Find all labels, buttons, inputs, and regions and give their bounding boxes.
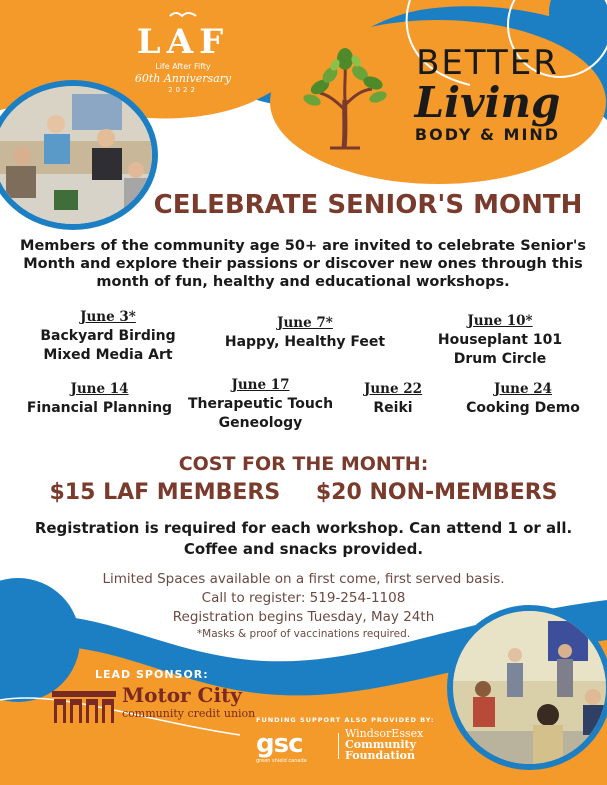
masks-note: *Masks & proof of vaccinations required. (196, 628, 411, 640)
laf-logo-mark: LAF (136, 22, 230, 62)
better-living-logo (395, 45, 580, 145)
workshop-title: Backyard Birding (40, 328, 176, 344)
workshop-date: June 3* (80, 309, 136, 325)
better-living-line2: Living (414, 78, 561, 127)
workshop-june-3 (28, 308, 188, 365)
workshop-date: June 22 (363, 381, 423, 397)
workshop-june-24 (458, 380, 588, 418)
workshop-date: June 24 (493, 381, 553, 397)
funding-support-label: FUNDING SUPPORT ALSO PROVIDED BY: (256, 716, 435, 724)
intro-paragraph: Members of the community age 50+ are invited to celebrate Senior's Month and explore their passions or discover new ones through this month of fun, healthy and educational workshops. (20, 238, 586, 290)
registration-notice (10, 518, 597, 560)
gsc-subtitle: green shield canada (256, 758, 307, 764)
snacks-line: Coffee and snacks provided. (183, 540, 424, 558)
motor-city-logo (52, 683, 256, 727)
sponsor-subtitle: community credit union (122, 707, 256, 720)
laf-logo-year: 2022 (168, 86, 198, 94)
workshop-date: June 7* (277, 315, 333, 331)
limited-spaces-line: Limited Spaces available on a first come, first served basis. (102, 571, 505, 587)
credit-union-building-icon (52, 685, 116, 725)
phone-line: Call to register: 519-254-1108 (201, 590, 406, 606)
workshop-title: Reiki (373, 400, 413, 416)
lead-sponsor-label: LEAD SPONSOR: (95, 668, 209, 681)
workshop-date: June 17 (231, 377, 290, 393)
workshop-title: Drum Circle (453, 351, 547, 367)
workshop-date: June 10* (467, 313, 533, 329)
workshop-june-22 (358, 380, 428, 418)
wef-line: Community (345, 738, 417, 751)
sponsor-name: Motor City (122, 683, 242, 707)
registration-date-line: Registration begins Tuesday, May 24th (172, 609, 435, 625)
workshop-june-14 (22, 380, 177, 418)
better-living-line3: BODY & MIND (414, 125, 561, 144)
wef-line: WindsorEssex (345, 727, 424, 740)
gsc-mark: gsc (256, 729, 303, 759)
logo-divider (338, 733, 339, 759)
page-title: CELEBRATE SENIOR'S MONTH (153, 190, 583, 220)
workshop-title: Happy, Healthy Feet (224, 334, 386, 350)
workshop-title: Cooking Demo (466, 400, 580, 416)
workshop-june-7 (215, 314, 395, 352)
bird-icon (168, 8, 198, 22)
workshop-title: Therapeutic Touch (188, 396, 334, 412)
workshop-title: Financial Planning (26, 400, 173, 416)
gsc-logo (256, 730, 307, 765)
non-member-price: $20 NON-MEMBERS (315, 480, 558, 505)
workshop-june-17 (188, 376, 333, 433)
wef-line: Foundation (345, 749, 415, 762)
workshop-date: June 14 (70, 381, 129, 397)
workshop-title: Houseplant 101 (437, 332, 563, 348)
laf-logo (128, 8, 238, 108)
cost-prices (0, 478, 607, 508)
tree-icon (300, 45, 390, 150)
laf-logo-subtitle: Life After Fifty (155, 62, 211, 71)
workshop-title: Geneology (218, 415, 303, 431)
cost-heading: COST FOR THE MONTH: (178, 453, 429, 475)
workshop-june-10 (425, 312, 575, 369)
workshop-title: Mixed Media Art (43, 347, 173, 363)
better-living-line1: BETTER (416, 43, 559, 83)
registration-line: Registration is required for each workshop. Can attend 1 or all. (34, 519, 573, 537)
windsor-essex-foundation-logo (345, 728, 423, 761)
group-session-photo (447, 605, 607, 770)
member-price: $15 LAF MEMBERS (49, 480, 281, 505)
laf-logo-anniversary: 60th Anniversary (134, 72, 232, 85)
